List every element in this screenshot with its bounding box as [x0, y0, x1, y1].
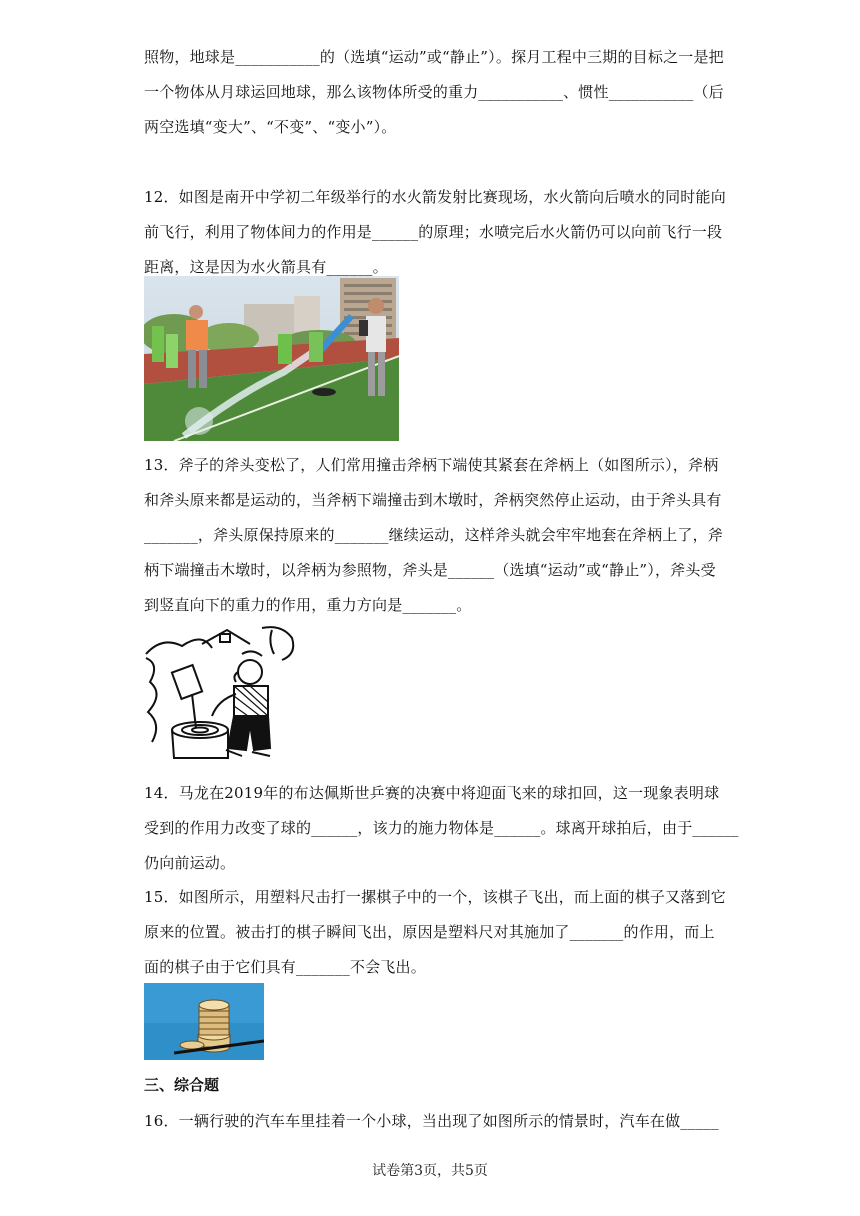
question-11-text [144, 40, 724, 145]
text-line: 距离，这是因为水火箭具有______。 [144, 258, 388, 276]
text-line: 前飞行，利用了物体间力的作用是______的原理；水喷完后水火箭仍可以向前飞行一段 [144, 223, 723, 241]
text-line: 柄下端撞击木墩时，以斧柄为参照物，斧头是______（选填“运动”或“静止”），斧头受 [144, 561, 716, 579]
question-12-text [144, 180, 726, 285]
text-line: 受到的作用力改变了球的______，该力的施力物体是______。球离开球拍后，由于______ [144, 819, 739, 837]
text-line: 和斧头原来都是运动的，当斧柄下端撞击到木墩时，斧柄突然停止运动，由于斧头具有 [144, 491, 722, 509]
text-line: 原来的位置。被击打的棋子瞬间飞出，原因是塑料尺对其施加了_______的作用，而上 [144, 923, 715, 941]
question-13-text [144, 448, 724, 623]
chess-stack-photo [144, 983, 264, 1060]
text-line: 仍向前运动。 [144, 854, 236, 872]
page-footer: 试卷第3页，共5页 [372, 1163, 488, 1179]
text-line: _______，斧头原保持原来的_______继续运动，这样斧头就会牢牢地套在斧柄上了，斧 [144, 526, 724, 544]
section-heading: 三、综合题 [144, 1076, 220, 1094]
text-line: 12．如图是南开中学初二年级举行的水火箭发射比赛现场，水火箭向后喷水的同时能向 [144, 188, 726, 206]
text-line: 面的棋子由于它们具有_______不会飞出。 [144, 958, 426, 976]
text-line: 两空选填“变大”、“不变”、“变小”）。 [144, 118, 397, 136]
question-14-text [144, 776, 739, 881]
text-line: 13．斧子的斧头变松了，人们常用撞击斧柄下端使其紧套在斧柄上（如图所示），斧柄 [144, 456, 719, 474]
text-line: 16．一辆行驶的汽车车里挂着一个小球，当出现了如图所示的情景时，汽车在做_____ [144, 1112, 719, 1130]
text-line: 15．如图所示，用塑料尺击打一摞棋子中的一个，该棋子飞出，而上面的棋子又落到它 [144, 888, 726, 906]
text-line: 照物，地球是___________的（选填“运动”或“静止”）。探月工程中三期的目标之一是把 [144, 48, 724, 66]
text-line: 到竖直向下的重力的作用，重力方向是_______。 [144, 596, 472, 614]
text-line: 14．马龙在2019年的布达佩斯世乒赛的决赛中将迎面飞来的球扣回，这一现象表明球 [144, 784, 720, 802]
question-16-text [144, 1104, 719, 1139]
water-rocket-photo [144, 276, 399, 441]
text-line: 一个物体从月球运回地球，那么该物体所受的重力___________、惯性___________（后 [144, 83, 724, 101]
question-15-text [144, 880, 726, 985]
axe-cartoon [142, 624, 297, 764]
